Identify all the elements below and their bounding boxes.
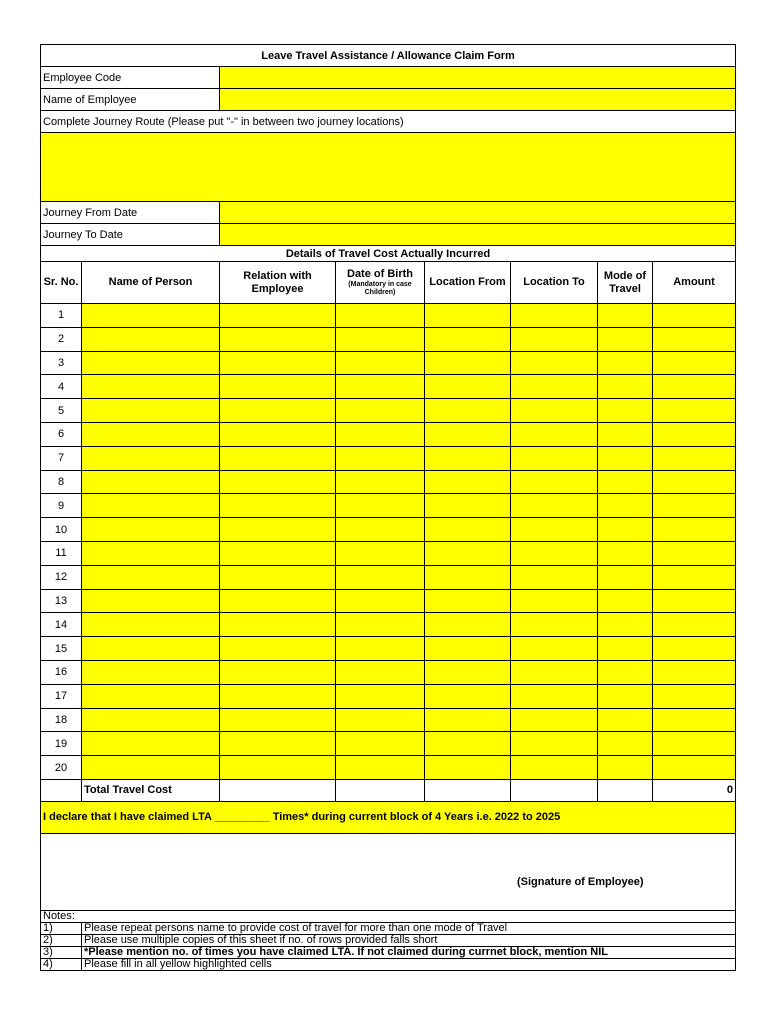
total-cell	[220, 779, 336, 801]
relation-input[interactable]	[220, 470, 336, 494]
location-to-input[interactable]	[511, 637, 598, 661]
journey-from-date-label: Journey From Date	[41, 202, 220, 224]
col-name-of-person: Name of Person	[82, 262, 220, 304]
date-of-birth-input[interactable]	[336, 541, 425, 565]
journey-route-label: Complete Journey Route (Please put "-" in between two journey locations)	[41, 111, 736, 133]
amount-input[interactable]	[653, 494, 736, 518]
relation-input[interactable]	[220, 351, 336, 375]
location-to-input[interactable]	[511, 613, 598, 637]
row-sr-no: 10	[41, 518, 82, 542]
note-text: Please use multiple copies of this sheet if no. of rows provided falls short	[82, 934, 736, 946]
row-sr-no: 17	[41, 684, 82, 708]
table-header-row	[41, 262, 736, 304]
row-sr-no: 9	[41, 494, 82, 518]
section-title: Details of Travel Cost Actually Incurred	[41, 246, 736, 262]
employee-code-input[interactable]	[220, 67, 736, 89]
location-from-input[interactable]	[425, 422, 511, 446]
total-row	[41, 779, 736, 801]
table-row	[41, 422, 736, 446]
location-from-input[interactable]	[425, 708, 511, 732]
date-of-birth-input[interactable]	[336, 399, 425, 423]
mode-of-travel-input[interactable]	[598, 518, 653, 542]
date-of-birth-input[interactable]	[336, 494, 425, 518]
mode-of-travel-input[interactable]	[598, 375, 653, 399]
row-sr-no: 14	[41, 613, 82, 637]
table-row	[41, 541, 736, 565]
location-to-input[interactable]	[511, 708, 598, 732]
date-of-birth-input[interactable]	[336, 660, 425, 684]
date-of-birth-input[interactable]	[336, 589, 425, 613]
relation-input[interactable]	[220, 756, 336, 780]
table-row	[41, 637, 736, 661]
total-cell	[511, 779, 598, 801]
relation-input[interactable]	[220, 446, 336, 470]
location-from-input[interactable]	[425, 589, 511, 613]
note-number: 3)	[41, 946, 82, 958]
relation-input[interactable]	[220, 304, 336, 328]
location-from-input[interactable]	[425, 565, 511, 589]
amount-input[interactable]	[653, 399, 736, 423]
row-sr-no: 18	[41, 708, 82, 732]
amount-input[interactable]	[653, 589, 736, 613]
location-to-input[interactable]	[511, 494, 598, 518]
table-row	[41, 446, 736, 470]
mode-of-travel-input[interactable]	[598, 327, 653, 351]
mode-of-travel-input[interactable]	[598, 708, 653, 732]
location-to-input[interactable]	[511, 351, 598, 375]
row-sr-no: 4	[41, 375, 82, 399]
location-to-input[interactable]	[511, 304, 598, 328]
table-row	[41, 660, 736, 684]
location-to-input[interactable]	[511, 375, 598, 399]
name-of-person-input[interactable]	[82, 565, 220, 589]
date-of-birth-input[interactable]	[336, 446, 425, 470]
location-from-input[interactable]	[425, 399, 511, 423]
amount-input[interactable]	[653, 660, 736, 684]
relation-input[interactable]	[220, 565, 336, 589]
amount-input[interactable]	[653, 446, 736, 470]
location-to-input[interactable]	[511, 446, 598, 470]
amount-input[interactable]	[653, 708, 736, 732]
date-of-birth-input[interactable]	[336, 565, 425, 589]
note-text: *Please mention no. of times you have claimed LTA. If not claimed during currnet block, mention NIL	[82, 946, 736, 958]
row-sr-no: 19	[41, 732, 82, 756]
date-of-birth-input[interactable]	[336, 684, 425, 708]
amount-input[interactable]	[653, 541, 736, 565]
table-row	[41, 613, 736, 637]
total-blank	[41, 779, 82, 801]
amount-input[interactable]	[653, 304, 736, 328]
name-of-person-input[interactable]	[82, 304, 220, 328]
journey-to-date-label: Journey To Date	[41, 224, 220, 246]
location-from-input[interactable]	[425, 756, 511, 780]
amount-input[interactable]	[653, 422, 736, 446]
amount-input[interactable]	[653, 613, 736, 637]
relation-input[interactable]	[220, 732, 336, 756]
row-sr-no: 20	[41, 756, 82, 780]
row-sr-no: 12	[41, 565, 82, 589]
table-row	[41, 518, 736, 542]
location-to-input[interactable]	[511, 518, 598, 542]
location-to-input[interactable]	[511, 422, 598, 446]
relation-input[interactable]	[220, 708, 336, 732]
location-from-input[interactable]	[425, 351, 511, 375]
table-row	[41, 351, 736, 375]
location-from-input[interactable]	[425, 541, 511, 565]
date-of-birth-input[interactable]	[336, 732, 425, 756]
date-of-birth-input[interactable]	[336, 375, 425, 399]
name-of-person-input[interactable]	[82, 589, 220, 613]
location-from-input[interactable]	[425, 327, 511, 351]
relation-input[interactable]	[220, 399, 336, 423]
row-sr-no: 5	[41, 399, 82, 423]
date-of-birth-input[interactable]	[336, 422, 425, 446]
table-row	[41, 684, 736, 708]
mode-of-travel-input[interactable]	[598, 589, 653, 613]
location-to-input[interactable]	[511, 565, 598, 589]
location-to-input[interactable]	[511, 732, 598, 756]
mode-of-travel-input[interactable]	[598, 756, 653, 780]
table-row	[41, 375, 736, 399]
amount-input[interactable]	[653, 684, 736, 708]
location-to-input[interactable]	[511, 660, 598, 684]
relation-input[interactable]	[220, 613, 336, 637]
location-to-input[interactable]	[511, 541, 598, 565]
date-of-birth-input[interactable]	[336, 304, 425, 328]
total-amount: 0	[653, 779, 736, 801]
table-row	[41, 732, 736, 756]
date-of-birth-input[interactable]	[336, 637, 425, 661]
date-of-birth-input[interactable]	[336, 708, 425, 732]
name-of-person-input[interactable]	[82, 327, 220, 351]
name-of-person-input[interactable]	[82, 613, 220, 637]
mode-of-travel-input[interactable]	[598, 446, 653, 470]
row-sr-no: 11	[41, 541, 82, 565]
row-sr-no: 15	[41, 637, 82, 661]
name-of-person-input[interactable]	[82, 446, 220, 470]
total-cell	[598, 779, 653, 801]
relation-input[interactable]	[220, 660, 336, 684]
location-from-input[interactable]	[425, 637, 511, 661]
journey-to-date-input[interactable]	[220, 224, 736, 246]
name-of-person-input[interactable]	[82, 494, 220, 518]
location-to-input[interactable]	[511, 756, 598, 780]
name-of-person-input[interactable]	[82, 470, 220, 494]
row-sr-no: 3	[41, 351, 82, 375]
total-cell	[336, 779, 425, 801]
col-date-of-birth	[336, 262, 425, 304]
amount-input[interactable]	[653, 470, 736, 494]
name-of-person-input[interactable]	[82, 756, 220, 780]
row-sr-no: 2	[41, 327, 82, 351]
mode-of-travel-input[interactable]	[598, 565, 653, 589]
relation-input[interactable]	[220, 422, 336, 446]
row-sr-no: 6	[41, 422, 82, 446]
col-dob-label: Date of Birth	[347, 268, 413, 280]
relation-input[interactable]	[220, 327, 336, 351]
row-sr-no: 1	[41, 304, 82, 328]
mode-of-travel-input[interactable]	[598, 399, 653, 423]
location-from-input[interactable]	[425, 375, 511, 399]
location-from-input[interactable]	[425, 446, 511, 470]
name-of-person-input[interactable]	[82, 684, 220, 708]
table-row	[41, 494, 736, 518]
name-of-person-input[interactable]	[82, 732, 220, 756]
journey-route-input[interactable]	[41, 133, 736, 202]
total-label: Total Travel Cost	[82, 779, 220, 801]
col-sr-no: Sr. No.	[41, 262, 82, 304]
location-from-input[interactable]	[425, 518, 511, 542]
note-number: 2)	[41, 934, 82, 946]
table-row	[41, 589, 736, 613]
journey-from-date-input[interactable]	[220, 202, 736, 224]
col-location-from: Location From	[425, 262, 511, 304]
table-row	[41, 470, 736, 494]
table-row	[41, 399, 736, 423]
form-title: Leave Travel Assistance / Allowance Claim Form	[41, 45, 736, 67]
date-of-birth-input[interactable]	[336, 327, 425, 351]
location-from-input[interactable]	[425, 732, 511, 756]
travel-rows	[41, 304, 736, 780]
row-sr-no: 16	[41, 660, 82, 684]
location-to-input[interactable]	[511, 470, 598, 494]
col-relation: Relation with Employee	[220, 262, 336, 304]
col-amount: Amount	[653, 262, 736, 304]
date-of-birth-input[interactable]	[336, 351, 425, 375]
amount-input[interactable]	[653, 375, 736, 399]
amount-input[interactable]	[653, 327, 736, 351]
table-row	[41, 327, 736, 351]
row-sr-no: 13	[41, 589, 82, 613]
amount-input[interactable]	[653, 756, 736, 780]
mode-of-travel-input[interactable]	[598, 660, 653, 684]
amount-input[interactable]	[653, 732, 736, 756]
location-from-input[interactable]	[425, 613, 511, 637]
location-from-input[interactable]	[425, 470, 511, 494]
employee-name-input[interactable]	[220, 89, 736, 111]
relation-input[interactable]	[220, 494, 336, 518]
relation-input[interactable]	[220, 518, 336, 542]
date-of-birth-input[interactable]	[336, 613, 425, 637]
location-to-input[interactable]	[511, 684, 598, 708]
col-mode-of-travel: Mode of Travel	[598, 262, 653, 304]
signature-area[interactable]	[41, 833, 736, 910]
name-of-person-input[interactable]	[82, 708, 220, 732]
name-of-person-input[interactable]	[82, 541, 220, 565]
relation-input[interactable]	[220, 541, 336, 565]
mode-of-travel-input[interactable]	[598, 470, 653, 494]
location-to-input[interactable]	[511, 399, 598, 423]
total-cell	[425, 779, 511, 801]
mode-of-travel-input[interactable]	[598, 684, 653, 708]
mode-of-travel-input[interactable]	[598, 422, 653, 446]
name-of-person-input[interactable]	[82, 637, 220, 661]
mode-of-travel-input[interactable]	[598, 637, 653, 661]
note-number: 1)	[41, 922, 82, 934]
date-of-birth-input[interactable]	[336, 518, 425, 542]
location-from-input[interactable]	[425, 304, 511, 328]
col-dob-note: (Mandatory in case Children)	[348, 281, 412, 296]
amount-input[interactable]	[653, 637, 736, 661]
notes-title: Notes:	[41, 910, 736, 922]
lta-claim-form	[40, 44, 736, 971]
signature-label: (Signature of Employee)	[517, 875, 644, 888]
employee-code-label: Employee Code	[41, 67, 220, 89]
name-of-person-input[interactable]	[82, 660, 220, 684]
mode-of-travel-input[interactable]	[598, 613, 653, 637]
table-row	[41, 565, 736, 589]
location-to-input[interactable]	[511, 589, 598, 613]
location-from-input[interactable]	[425, 684, 511, 708]
note-number: 4)	[41, 958, 82, 970]
table-row	[41, 756, 736, 780]
location-to-input[interactable]	[511, 327, 598, 351]
row-sr-no: 8	[41, 470, 82, 494]
date-of-birth-input[interactable]	[336, 470, 425, 494]
employee-name-label: Name of Employee	[41, 89, 220, 111]
location-from-input[interactable]	[425, 494, 511, 518]
declaration[interactable]: I declare that I have claimed LTA _________ Times* during current block of 4 Years i.e. 2022 to 2025	[41, 801, 736, 833]
mode-of-travel-input[interactable]	[598, 304, 653, 328]
name-of-person-input[interactable]	[82, 375, 220, 399]
note-text: Please repeat persons name to provide cost of travel for more than one mode of Travel	[82, 922, 736, 934]
relation-input[interactable]	[220, 684, 336, 708]
name-of-person-input[interactable]	[82, 518, 220, 542]
mode-of-travel-input[interactable]	[598, 494, 653, 518]
mode-of-travel-input[interactable]	[598, 732, 653, 756]
mode-of-travel-input[interactable]	[598, 351, 653, 375]
mode-of-travel-input[interactable]	[598, 541, 653, 565]
row-sr-no: 7	[41, 446, 82, 470]
note-text: Please fill in all yellow highlighted cells	[82, 958, 736, 970]
relation-input[interactable]	[220, 637, 336, 661]
amount-input[interactable]	[653, 518, 736, 542]
relation-input[interactable]	[220, 375, 336, 399]
col-location-to: Location To	[511, 262, 598, 304]
name-of-person-input[interactable]	[82, 399, 220, 423]
amount-input[interactable]	[653, 565, 736, 589]
relation-input[interactable]	[220, 589, 336, 613]
amount-input[interactable]	[653, 351, 736, 375]
table-row	[41, 708, 736, 732]
date-of-birth-input[interactable]	[336, 756, 425, 780]
table-row	[41, 304, 736, 328]
name-of-person-input[interactable]	[82, 422, 220, 446]
name-of-person-input[interactable]	[82, 351, 220, 375]
location-from-input[interactable]	[425, 660, 511, 684]
